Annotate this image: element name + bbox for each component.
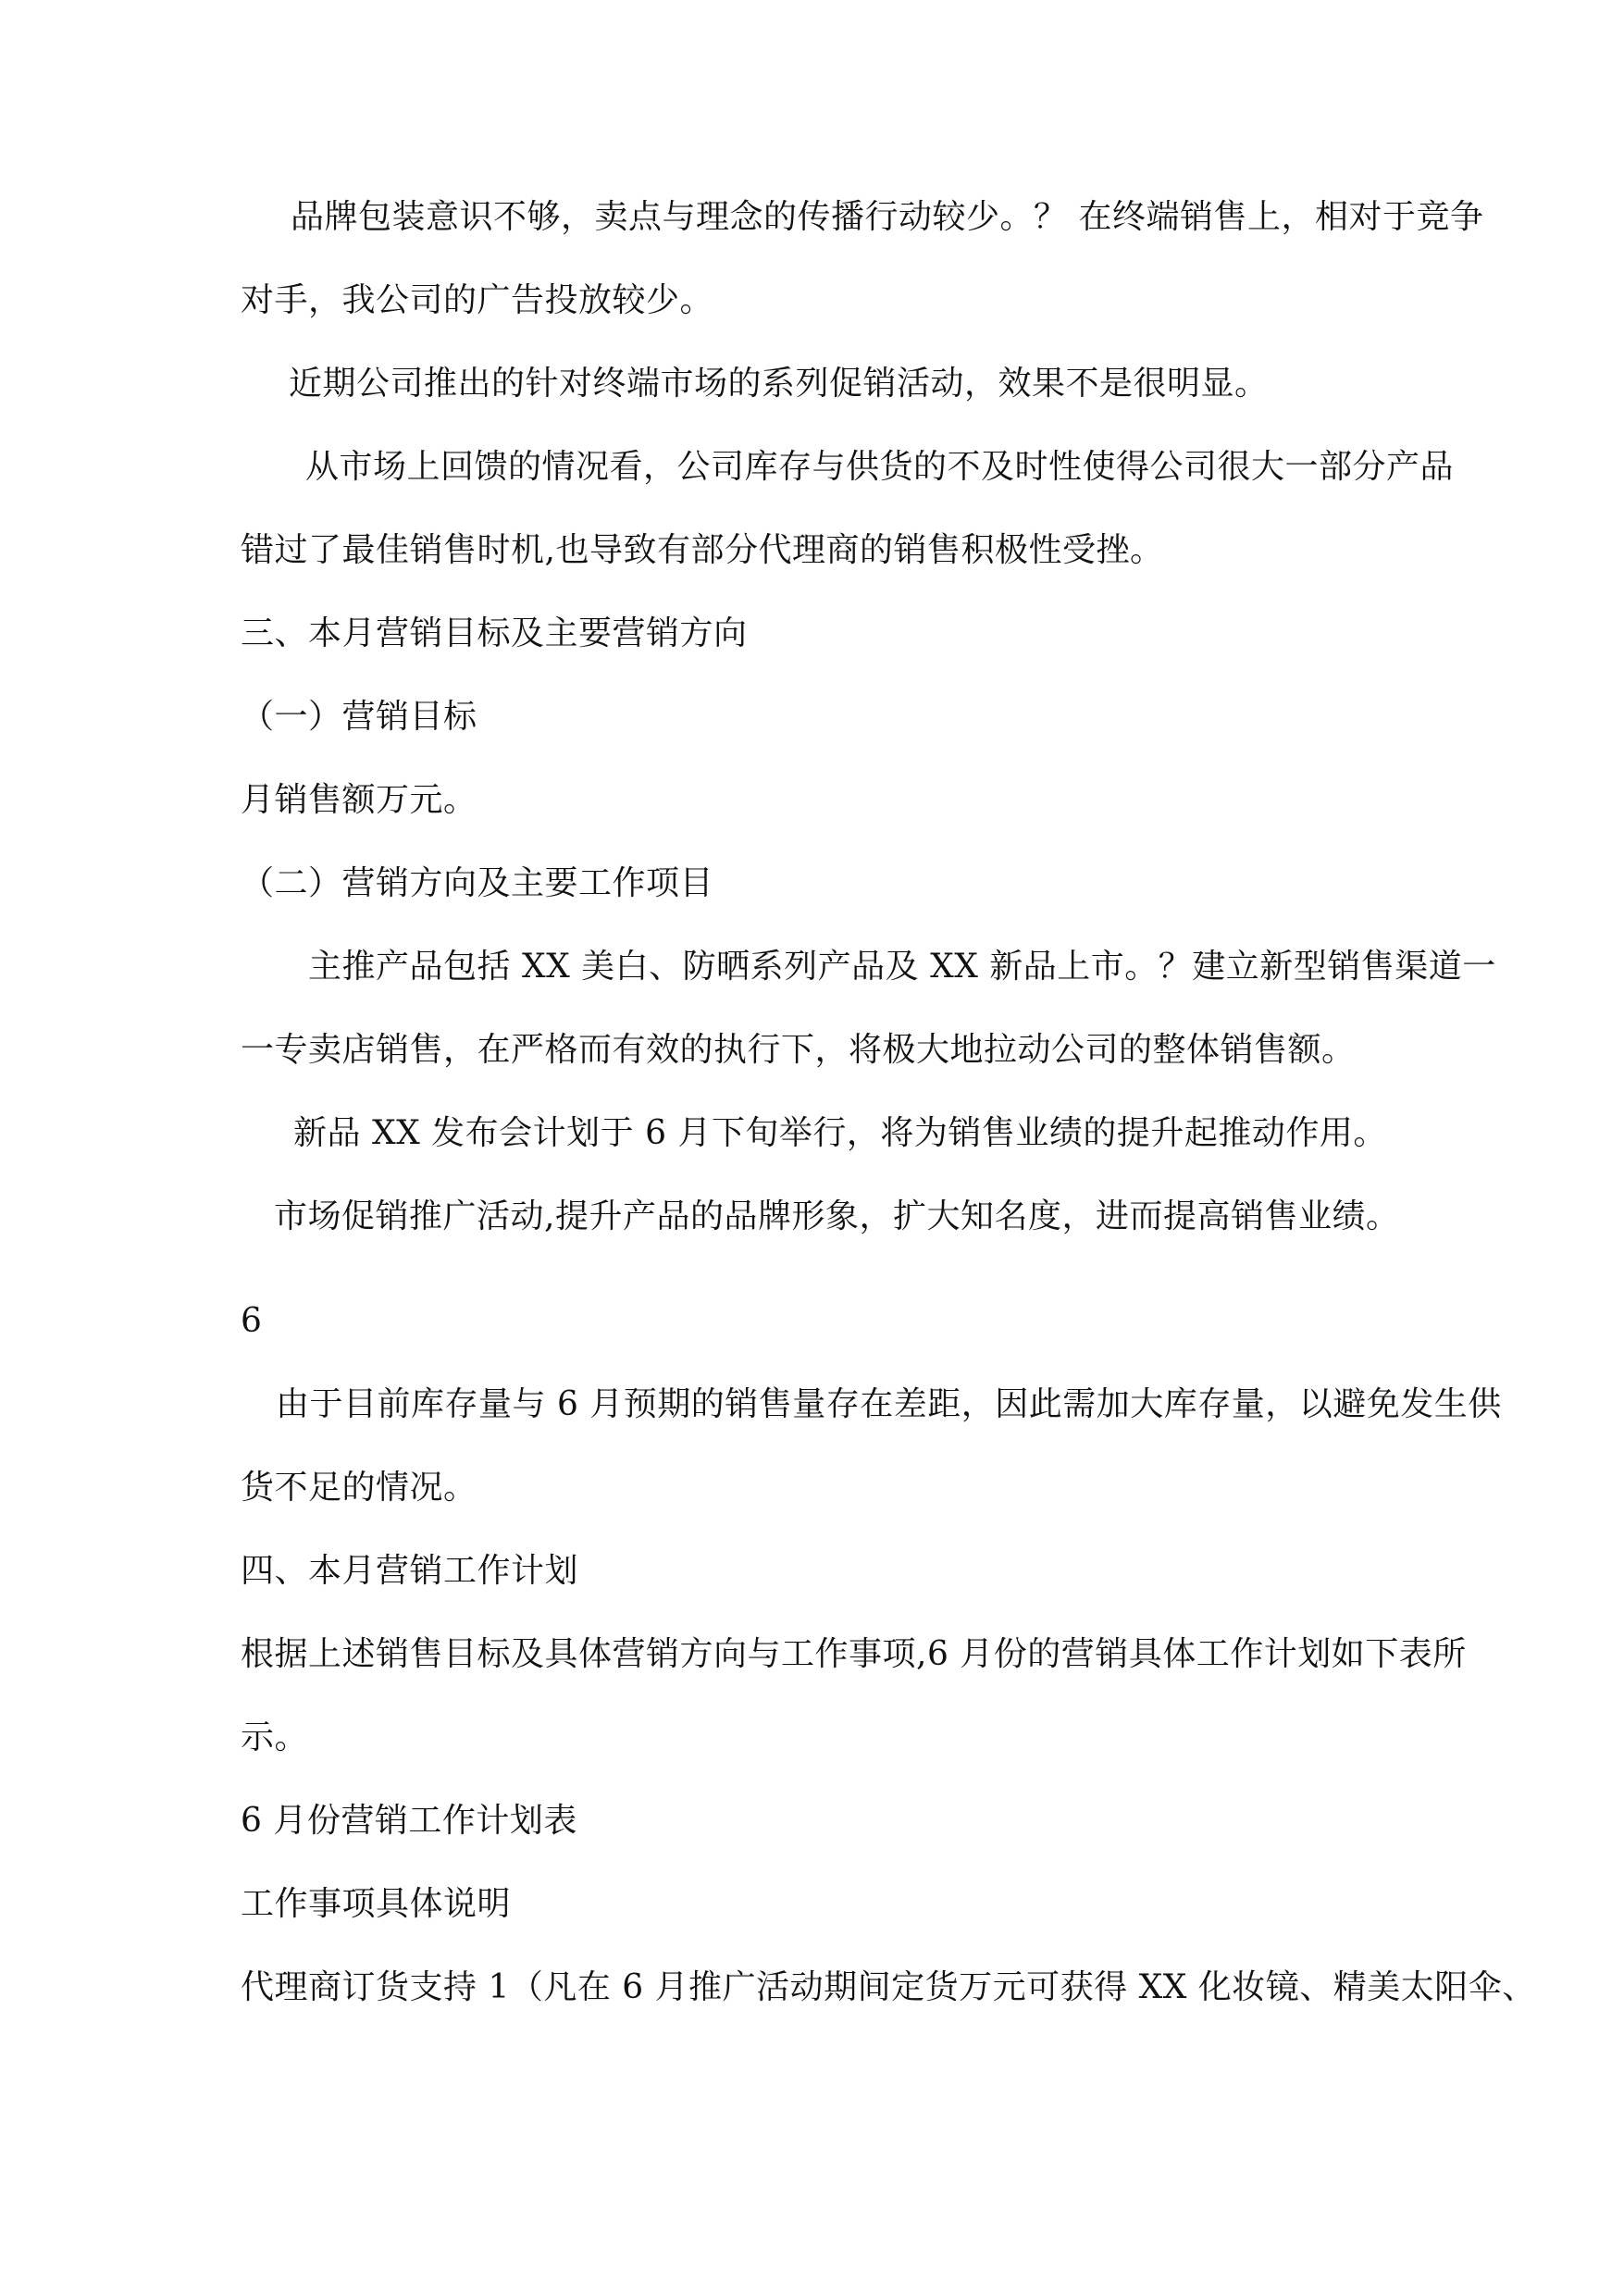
section-heading: 三、本月营销目标及主要营销方向: [241, 614, 748, 652]
body-text-line: 6: [241, 1302, 263, 1340]
body-text-line: 对手，我公司的广告投放较少。: [241, 281, 714, 319]
body-text-line: 月销售额万元。: [241, 781, 477, 819]
body-text-line: 新品 XX 发布会计划于 6 月下旬举行，将为销售业绩的提升起推动作用。: [293, 1114, 1387, 1152]
body-text-line: 货不足的情况。: [241, 1469, 477, 1507]
body-text-line: 近期公司推出的针对终端市场的系列促销活动，效果不是很明显。: [289, 365, 1269, 403]
body-text-line: 品牌包装意识不够，卖点与理念的传播行动较少。？ 在终端销售上，相对于竞争: [291, 198, 1484, 236]
subsection-heading: （一）营销目标: [241, 698, 477, 736]
section-heading: 四、本月营销工作计划: [241, 1552, 579, 1590]
table-header: 工作事项具体说明: [241, 1885, 512, 1923]
body-text-line: 代理商订货支持 1（凡在 6 月推广活动期间定货万元可获得 XX 化妆镜、精美太阳伞、: [241, 1968, 1536, 2006]
body-text-line: 一专卖店销售，在严格而有效的执行下，将极大地拉动公司的整体销售额。: [241, 1031, 1356, 1069]
body-text-line: 示。: [241, 1718, 309, 1756]
body-text-line: 错过了最佳销售时机,也导致有部分代理商的销售积极性受挫。: [241, 531, 1164, 569]
subsection-heading: （二）营销方向及主要工作项目: [241, 864, 714, 902]
body-text-line: 主推产品包括 XX 美白、防晒系列产品及 XX 新品上市。？建立新型销售渠道一: [308, 948, 1496, 986]
body-text-line: 根据上述销售目标及具体营销方向与工作事项,6 月份的营销具体工作计划如下表所: [241, 1635, 1467, 1673]
body-text-line: 从市场上回馈的情况看，公司库存与供货的不及时性使得公司很大一部分产品: [305, 448, 1455, 486]
body-text-line: 市场促销推广活动,提升产品的品牌形象，扩大知名度，进而提高销售业绩。: [274, 1197, 1400, 1235]
body-text-line: 由于目前库存量与 6 月预期的销售量存在差距，因此需加大库存量，以避免发生供: [276, 1385, 1502, 1423]
table-title: 6 月份营销工作计划表: [241, 1802, 577, 1840]
